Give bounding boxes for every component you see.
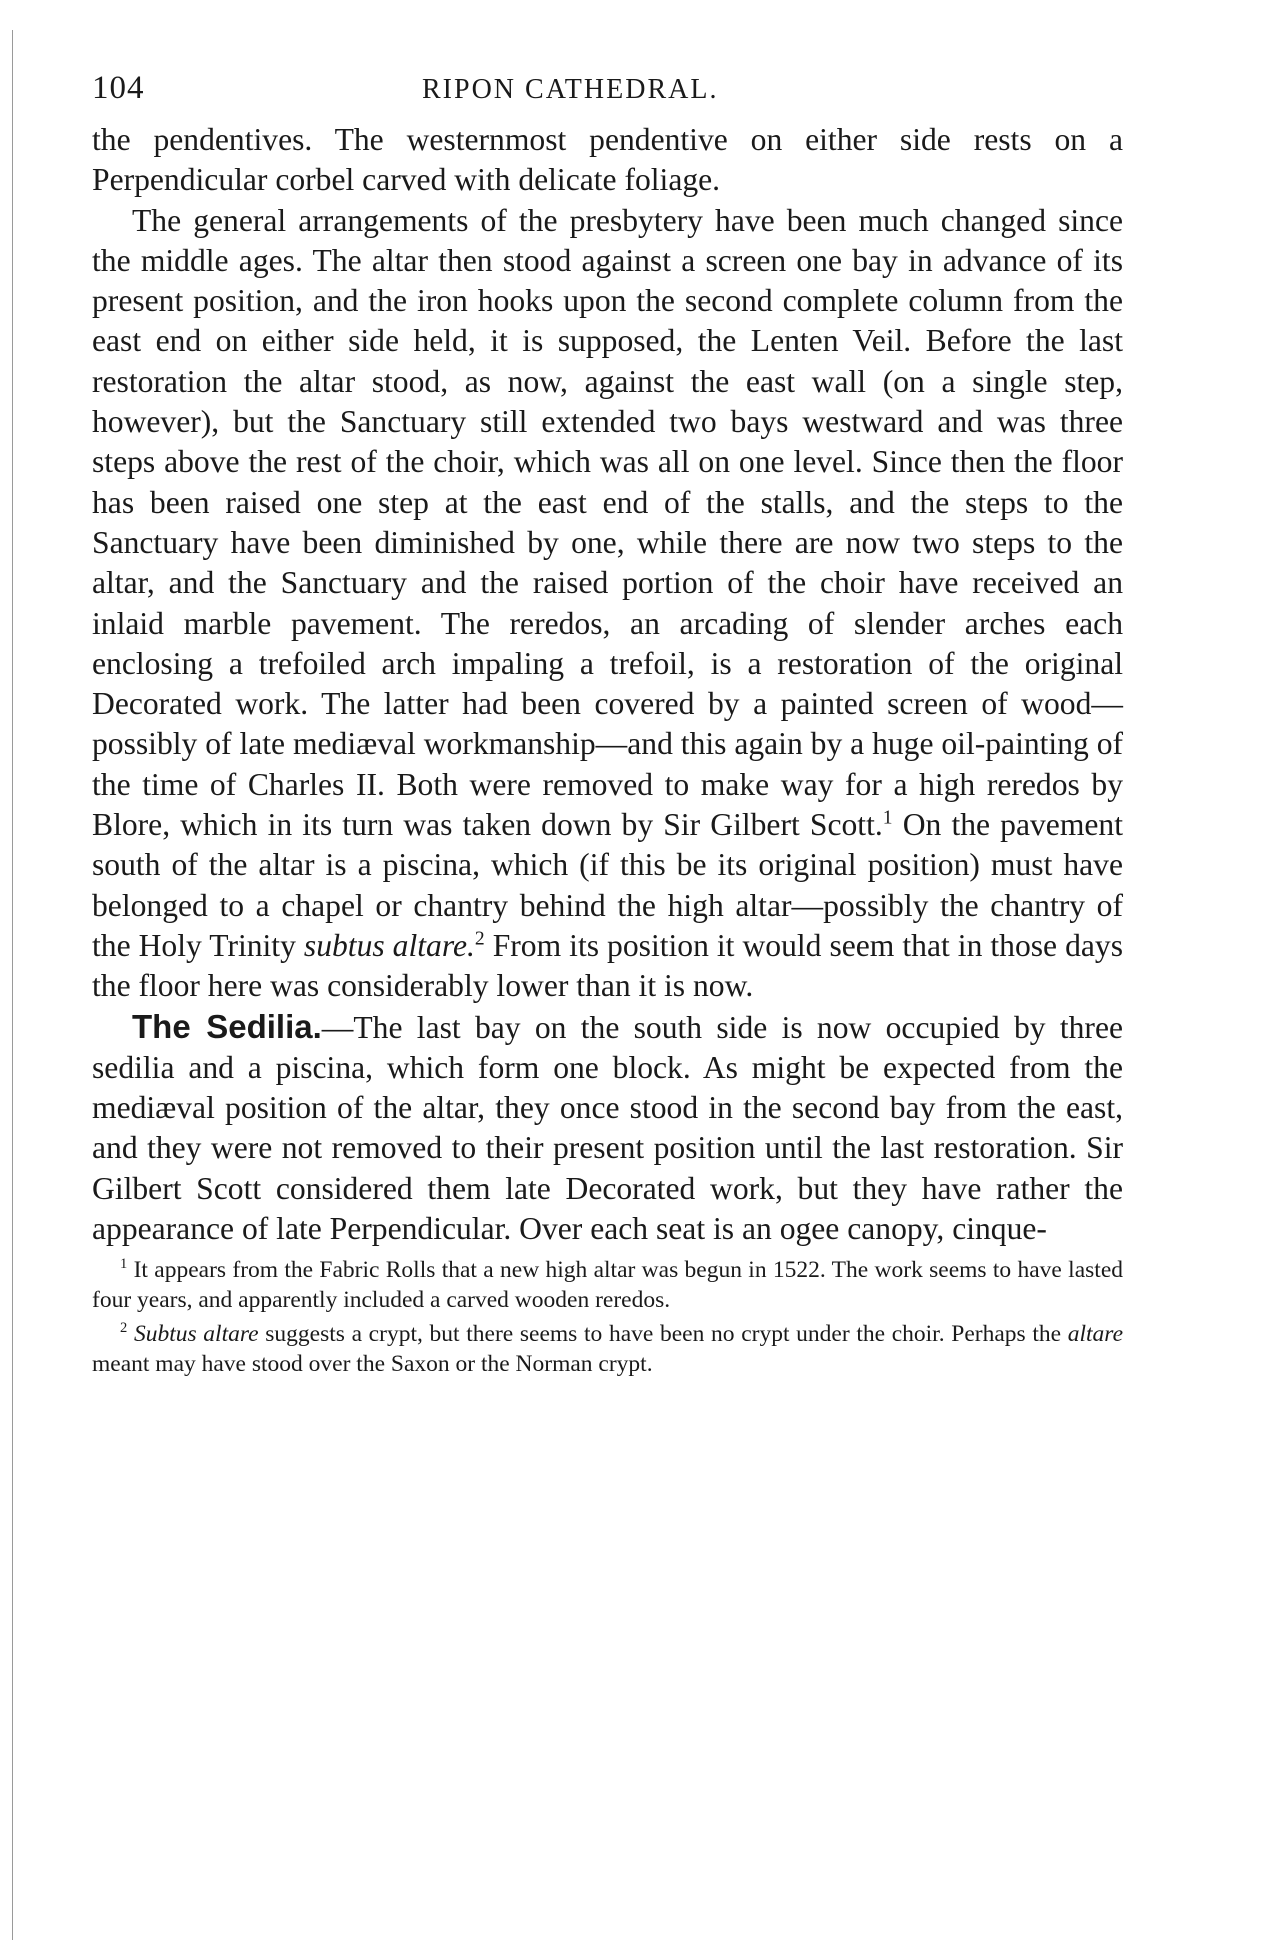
paragraph-presbytery bbox=[92, 201, 1123, 1007]
footnote-1 bbox=[92, 1255, 1123, 1315]
presbytery-latin-phrase: subtus altare. bbox=[303, 927, 475, 963]
paragraph-pendentives bbox=[92, 120, 1123, 201]
footnote-ref-1: 1 bbox=[882, 807, 893, 829]
presbytery-text-a: The general arrangements of the presbytery have been much changed since the middle ages. The altar then stood against a screen one bay in advance of its present position, and the iron hooks upon the second complete column from the east end on either side held, it is supposed, the Lenten Veil. Before the last restoration the altar stood, as now, against the east wall (on a single step, however), but the Sanctuary still extended two bays westward and was three steps above the rest of the choir, which was all on one level. Since then the floor has been raised one step at the east end of the stalls, and the steps to the Sanctuary have been diminished by one, while there are now two steps to the altar, and the Sanctuary and the raised portion of the choir have received an inlaid marble pavement. The reredos, an arcading of slender arches each enclosing a trefoiled arch impaling a trefoil, is a restoration of the original Decorated work. The latter had been covered by a painted screen of wood—possibly of late mediæval workmanship—and this again by a huge oil-painting of the time of Charles II. Both were removed to make way for a high reredos by Blore, which in its turn was taken down by Sir Gilbert Scott. bbox=[92, 202, 1124, 843]
section-heading-sedilia: The Sedilia. bbox=[132, 1007, 322, 1045]
footnotes bbox=[92, 1255, 1123, 1379]
footnote-1-text: It appears from the Fabric Rolls that a new high altar was begun in 1522. The work seems to have lasted four years, and apparently included a carved wooden reredos. bbox=[92, 1257, 1123, 1314]
running-head bbox=[92, 52, 1123, 112]
footnote-2-latin-2: altare bbox=[1067, 1321, 1124, 1348]
footnote-2-latin-1: Subtus altare bbox=[127, 1321, 259, 1348]
presbytery-text-b: On the pavement south of the altar is a piscina, which (if this be its original position) must have belonged to a chapel or chantry behind the high altar—possibly the chantry of the Holy Trinity bbox=[92, 807, 1123, 963]
footnote-1-mark: 1 bbox=[120, 1256, 128, 1273]
presbytery-text-c: From its position it would seem that in those days the floor here was considerably lower than it is now. bbox=[92, 927, 1124, 1004]
footnote-2-text-1: suggests a crypt, but there seems to have been no crypt under the choir. Perhaps the bbox=[258, 1321, 1068, 1348]
book-page bbox=[92, 52, 1123, 1383]
paragraph-sedilia bbox=[92, 1007, 1123, 1250]
body-text bbox=[92, 120, 1123, 1249]
footnote-2 bbox=[92, 1319, 1123, 1379]
paragraph-pendentives-text: the pendentives. The westernmost pendentive on either side rests on a Perpendicular corbel carved with delicate foliage. bbox=[92, 122, 1123, 198]
sedilia-text: —The last bay on the south side is now occupied by three sedilia and a piscina, which form one block. As might be expected from the mediæval position of the altar, they once stood in the second bay from the east, and they were not removed to their present position until the last restoration. Sir Gilbert Scott considered them late Decorated work, but they have rather the appearance of late Perpendicular. Over each seat is an ogee canopy, cinque- bbox=[92, 1009, 1123, 1247]
page-number: 104 bbox=[92, 70, 145, 106]
scan-page-edge bbox=[12, 30, 13, 1940]
footnote-2-mark: 2 bbox=[120, 1320, 128, 1337]
footnote-2-text-2: meant may have stood over the Saxon or the Norman crypt. bbox=[92, 1351, 653, 1378]
running-title: RIPON CATHEDRAL. bbox=[422, 74, 719, 105]
footnote-ref-2: 2 bbox=[474, 928, 485, 950]
